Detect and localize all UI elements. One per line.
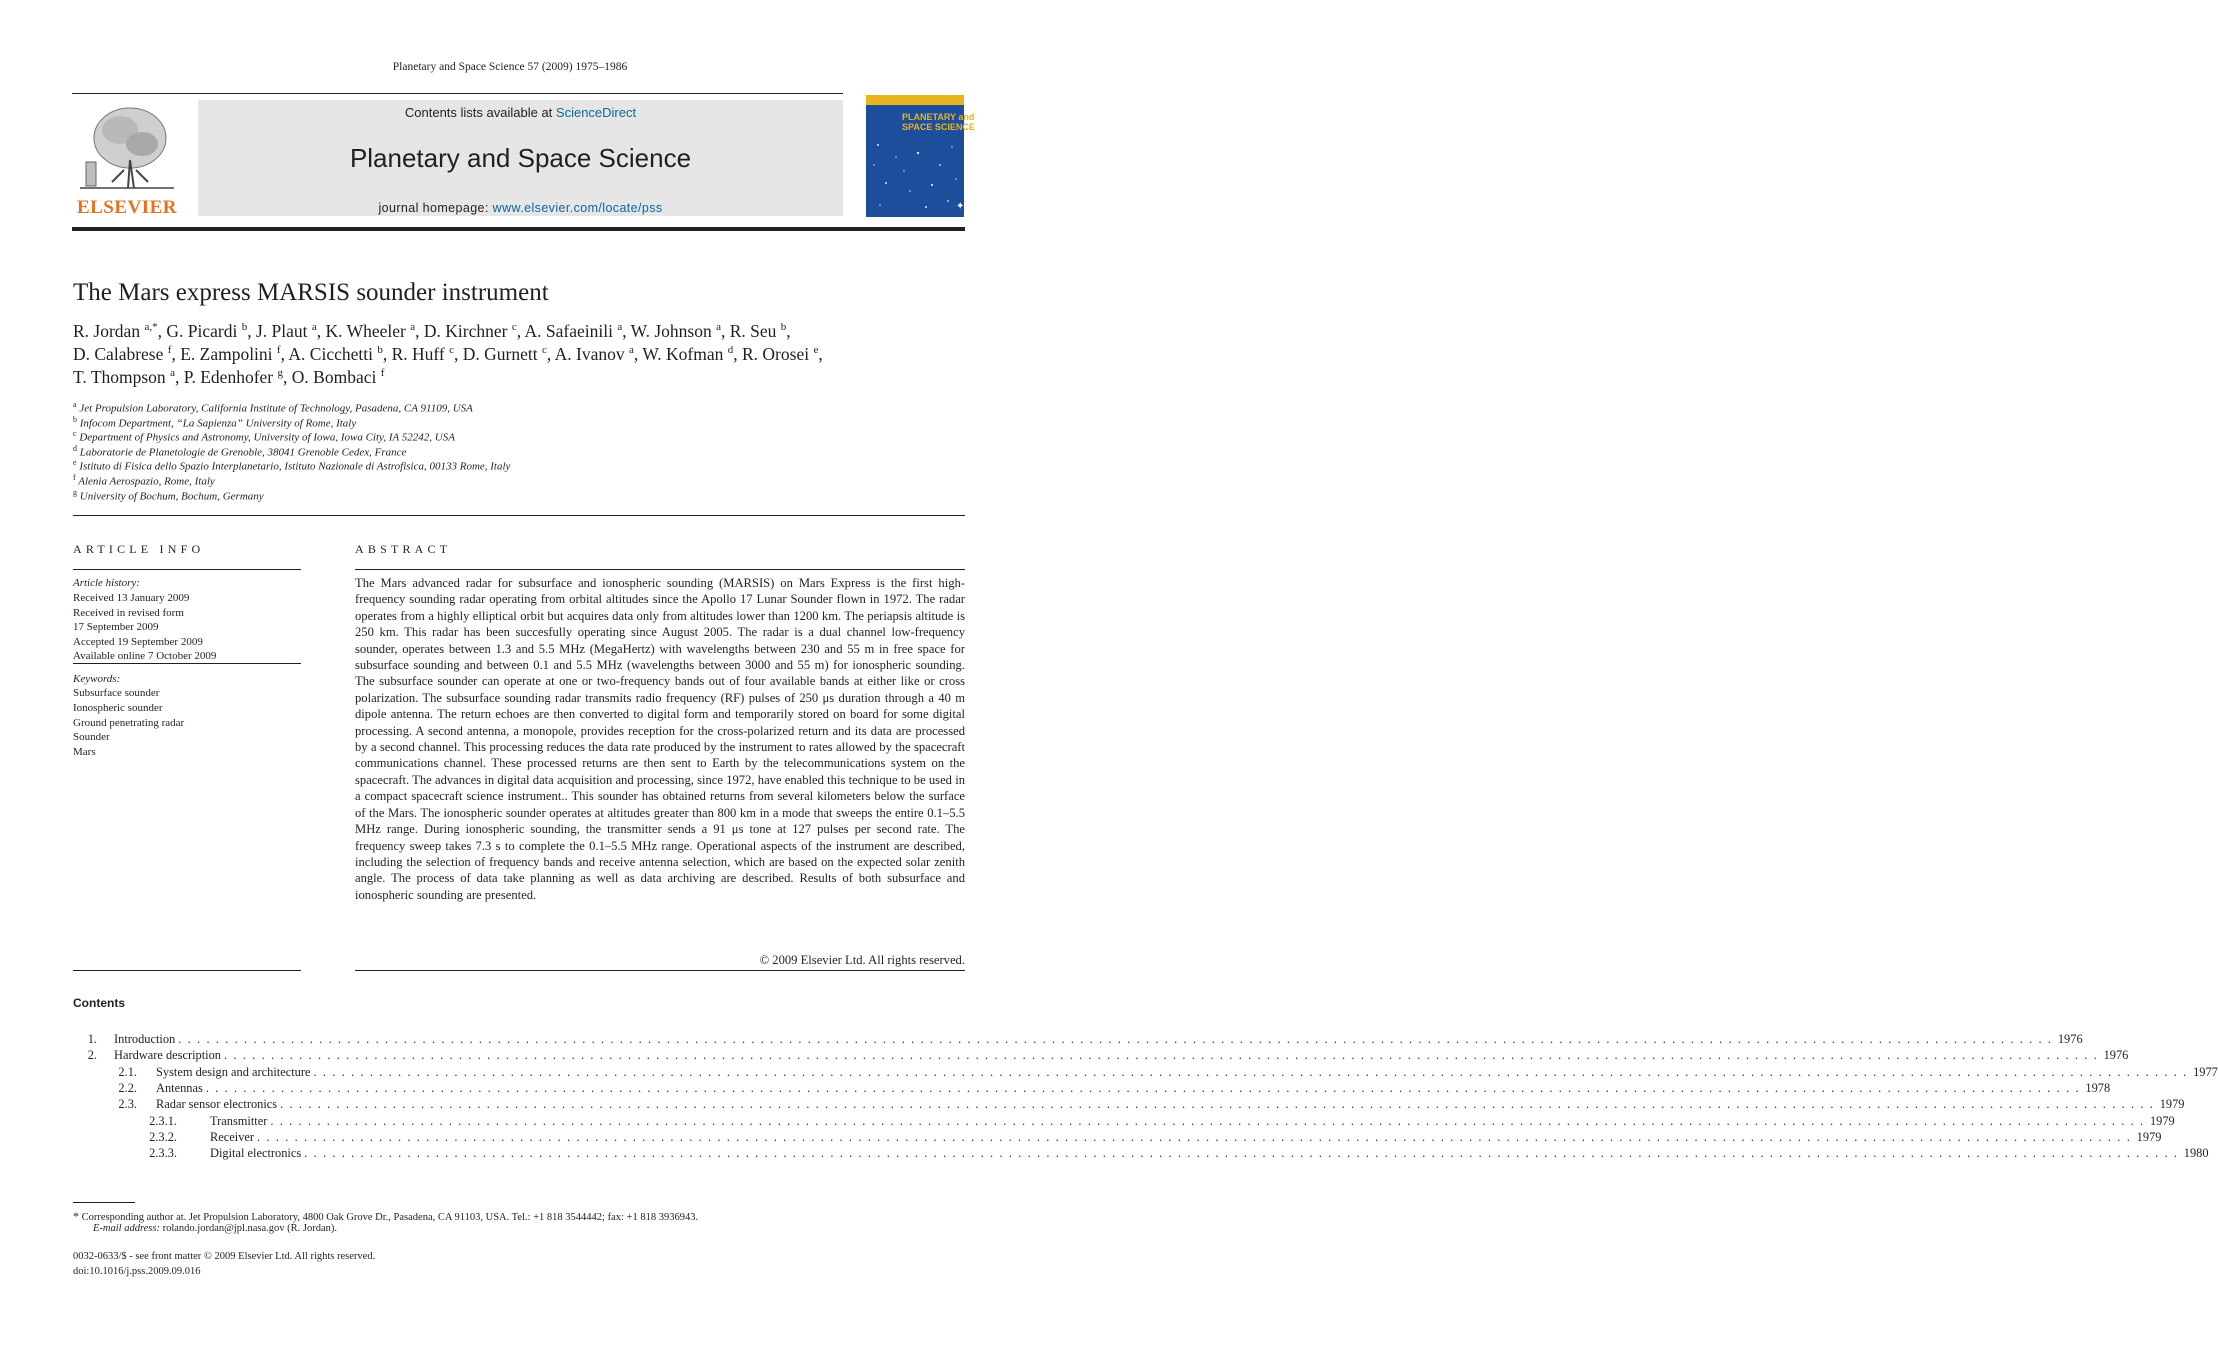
affiliation-text: Jet Propulsion Laboratory, California Institute of Technology, Pasadena, CA 91109, USA — [79, 402, 473, 415]
author-name: W. Kofman — [642, 344, 724, 364]
toc-dot-leader: . . . . . . . . . . . . . . . . . . . . . . . . . . . . . . . . . . . . . . . . . . . . . . . . . . . . . . . . . . . . . . . . . . . . . . . . . . . . . . . . . . . . . . . . . . . . . . . . . . . . . . . . . . . . . . . . . . . . . . . . . . . . . . . . . . . . . . . . . . . . . . . . . . . . . . . . . . . . . . . . . . . . . . . . . . . . . . . . . . . . . . . . . . . . . . . . . . . . . . . . — [270, 1113, 2145, 1128]
author-name: A. Safaeinili — [524, 321, 613, 341]
author-affiliation-mark: c — [449, 344, 454, 357]
author-affiliation-mark: c — [511, 321, 517, 334]
toc-entry-page: 1979 — [2149, 1113, 2175, 1128]
author-line-1: R. Jordan $^{a,*}$, G. Picardi $^b$, J. Plaut $^a$, K. Wheeler $^a$, D. Kirchner $^c$, A. Safaeinili $^a$, W. Johnson $^a$, R. Seu $^b$, — [73, 321, 791, 341]
history-item: Received in revised form — [73, 606, 184, 619]
email-footnote — [93, 1223, 337, 1234]
author-name: K. Wheeler — [325, 321, 406, 341]
history-item: Received 13 January 2009 — [73, 592, 190, 604]
history-item: Accepted 19 September 2009 — [73, 635, 203, 648]
toc-entry[interactable] — [73, 1064, 2218, 1081]
toc-entry-page: 1976 — [2103, 1048, 2129, 1063]
affiliation — [73, 488, 264, 503]
toc-entry-title: System design and architecture — [156, 1064, 311, 1079]
toc-entry-page: 1976 — [2057, 1032, 2083, 1046]
abstract-top-rule — [355, 569, 965, 570]
author-name: R. Huff — [391, 344, 445, 364]
author-name: J. Plaut — [255, 321, 308, 341]
toc-entry-number: 2.3.3. — [149, 1146, 177, 1161]
affiliation-text: Department of Physics and Astronomy, University of Iowa, Iowa City, IA 52242, USA — [79, 431, 455, 444]
author-affiliation-mark: a,* — [144, 321, 158, 334]
author-name: W. Johnson — [630, 321, 712, 341]
footnote-asterisk: * — [73, 1209, 79, 1223]
affiliation-text: Laboratorie de Planetologie de Grenoble, 38041 Grenoble Cedex, France — [79, 446, 407, 459]
cover-title-line-1: PLANETARY and — [902, 112, 975, 122]
author-name: O. Bombaci — [291, 367, 377, 387]
article-info-bottom-rule — [73, 970, 301, 971]
affiliation-text: University of Bochum, Bochum, Germany — [79, 490, 264, 503]
author-affiliation-mark: a — [170, 367, 175, 380]
footnote-rule — [73, 1202, 135, 1203]
toc-entry[interactable] — [73, 1048, 2129, 1064]
toc-entry-number: 2.1. — [118, 1064, 137, 1079]
history-item: 17 September 2009 — [73, 621, 159, 634]
author-name: T. Thompson — [73, 367, 166, 387]
running-head: Planetary and Space Science 57 (2009) 1975–1986 — [392, 61, 628, 73]
history-item: Available online 7 October 2009 — [73, 650, 217, 663]
toc-entry-page: 1979 — [2159, 1097, 2185, 1112]
author-name: R. Orosei — [742, 344, 810, 364]
article-history-rule — [73, 663, 301, 664]
affiliation — [73, 444, 406, 459]
affiliation-text: Istituto di Fisica dello Spazio Interplanetario, Istituto Nazionale di Astrofisica, 00133 Rome, Italy — [79, 461, 511, 474]
toc-entry-number: 2.2. — [118, 1080, 137, 1095]
abstract-heading: ABSTRACT — [355, 542, 452, 556]
toc-entry-number: 2.3.1. — [149, 1113, 177, 1128]
affiliation — [73, 400, 473, 415]
abstract-body: The Mars advanced radar for subsurface and ionospheric sounding (MARSIS) on Mars Express is the first high-frequency sounding radar operating from orbital altitudes since the Apollo 17 Lunar Sounder flown in 1972. The radar operates from a highly elliptical orbit but acquires data only from altitudes lower than 1200 km. The periapsis altitude is 250 km. This radar has been succesfully operating since August 2005. The radar is a dual channel low-frequency sounder, operates between 1.3 and 5.5 MHz (MegaHertz) with wavelengths between 230 and 55 m in free space for subsurface sounding and between 0.1 and 5.5 MHz (wavelengths between 3000 and 55 m) for ionospheric sounding. The subsurface sounder can operate at one or two-frequency bands out of four available bands at either like or cross polarization. The subsurface sounding radar transmits radio frequency (RF) pulses of 250 μs duration through a 40 m dipole antenna. The return echoes are then converted to digital form and temporarily stored on board for some digital processing. A second antenna, a monopole, provides reception for the cross-polarized return and its data are processed by a second channel. This processing reduces the data rate produced by the instrument to rates allowed by the spacecraft communications channel. These processed returns are then sent to Earth by the telecommunications system on the spacecraft. The advances in digital data acquisition and processing, since 1972, have enabled this technique to be used in a compact spacecraft science instrument.. This sounder has obtained returns from several kilometers below the surface of the Mars. The ionospheric sounder operates at altitudes greater than 800 km in a mode that sweeps the entire 0.1–5.5 MHz range. During ionospheric sounding, the transmitter sends a 91 μs tone at 127 pulses per second rate. The frequency sweep takes 7.3 s to complete the 0.1–5.5 MHz range. Operational aspects of the instrument are described, including the selection of frequency bands and receive antenna selection, which are based on the expected solar zenith angle. The process of data take planning as well as data archiving are described. Results of both subsurface and ionospheric sounding are presented. — [355, 576, 965, 902]
header-separator-rule — [73, 515, 965, 516]
toc-entry-title: Introduction — [114, 1032, 176, 1046]
author-affiliation-mark: f — [380, 367, 385, 380]
keywords-label: Keywords: — [73, 673, 121, 685]
author-name: D. Calabrese — [73, 344, 164, 364]
author-name: E. Zampolini — [180, 344, 273, 364]
toc-entry[interactable] — [73, 1146, 2209, 1162]
corresponding-author-footnote — [73, 1209, 698, 1224]
journal-title: Planetary and Space Science — [349, 143, 692, 173]
affiliation-mark: d — [73, 443, 77, 453]
keyword-item: Ground penetrating radar — [73, 716, 185, 729]
affiliation-text: Alenia Aerospazio, Rome, Italy — [78, 475, 215, 488]
affiliation-text: Infocom Department, “La Sapienza” University of Rome, Italy — [79, 417, 357, 430]
masthead-bottom-rule — [72, 227, 965, 231]
toc-dot-leader: . . . . . . . . . . . . . . . . . . . . . . . . . . . . . . . . . . . . . . . . . . . . . . . . . . . . . . . . . . . . . . . . . . . . . . . . . . . . . . . . . . . . . . . . . . . . . . . . . . . . . . . . . . . . . . . . . . . . . . . . . . . . . . . . . . . . . . . . . . . . . . . . . . . . . . . . . . . . . . . . . . . . . . . . . . . . . . . . . . . . . . . . . . . . . . . . . . . . . . . . — [304, 1146, 2179, 1161]
toc-entry-page: 1980 — [2183, 1146, 2209, 1161]
keyword-item: Subsurface sounder — [73, 687, 160, 699]
author-line-2: D. Calabrese $^f$, E. Zampolini $^f$, A. Cicchetti $^b$, R. Huff $^c$, D. Gurnett $^c$, A. Ivanov $^a$, W. Kofman $^d$, R. Orosei $^e$, — [73, 344, 823, 364]
abstract-copyright: © 2009 Elsevier Ltd. All rights reserved. — [759, 953, 965, 967]
keyword-item: Mars — [73, 746, 96, 759]
contents-heading: Contents — [73, 996, 125, 1010]
author-name: R. Jordan — [73, 321, 141, 341]
author-line-3: T. Thompson $^a$, P. Edenhofer $^g$, O. Bombaci $^f$ — [73, 367, 385, 387]
toc-entry-title: Hardware description — [114, 1048, 221, 1063]
toc-dot-leader: . . . . . . . . . . . . . . . . . . . . . . . . . . . . . . . . . . . . . . . . . . . . . . . . . . . . . . . . . . . . . . . . . . . . . . . . . . . . . . . . . . . . . . . . . . . . . . . . . . . . . . . . . . . . . . . . . . . . . . . . . . . . . . . . . . . . . . . . . . . . . . . . . . . . . . . . . . . . . . . . . . . . . . . . . . . . . . . . . . . . . . . . . . . . . . . . . . . . . . . . — [280, 1097, 2155, 1112]
toc-dot-leader: . . . . . . . . . . . . . . . . . . . . . . . . . . . . . . . . . . . . . . . . . . . . . . . . . . . . . . . . . . . . . . . . . . . . . . . . . . . . . . . . . . . . . . . . . . . . . . . . . . . . . . . . . . . . . . . . . . . . . . . . . . . . . . . . . . . . . . . . . . . . . . . . . . . . . . . . . . . . . . . . . . . . . . . . . . . . . . . . . . . . . . . . . . . . . . . . . . . . . . . . — [224, 1048, 2099, 1063]
cover-title-line-2: SPACE SCIENCE — [902, 122, 975, 132]
toc-dot-leader: . . . . . . . . . . . . . . . . . . . . . . . . . . . . . . . . . . . . . . . . . . . . . . . . . . . . . . . . . . . . . . . . . . . . . . . . . . . . . . . . . . . . . . . . . . . . . . . . . . . . . . . . . . . . . . . . . . . . . . . . . . . . . . . . . . . . . . . . . . . . . . . . . . . . . . . . . . . . . . . . . . . . . . . . . . . . . . . . . . . . . . . . . . . . . . . . . . . . . . . . — [313, 1064, 2188, 1079]
corresponding-author-text: Corresponding author at. Jet Propulsion Laboratory, 4800 Oak Grove Dr., Pasadena, CA 91103, USA. Tel.: +1 818 3544442; fax: +1 818 3936943. — [81, 1212, 699, 1223]
toc-entry-page: 1979 — [2136, 1129, 2162, 1144]
author-name: D. Kirchner — [423, 321, 508, 341]
author-affiliation-mark: d — [727, 344, 734, 357]
article-title: The Mars express MARSIS sounder instrument — [73, 279, 549, 306]
toc-entry-title: Radar sensor electronics — [156, 1097, 278, 1112]
issn-line: 0032-0633/$ - see front matter © 2009 Elsevier Ltd. All rights reserved. — [73, 1251, 376, 1262]
toc-dot-leader: . . . . . . . . . . . . . . . . . . . . . . . . . . . . . . . . . . . . . . . . . . . . . . . . . . . . . . . . . . . . . . . . . . . . . . . . . . . . . . . . . . . . . . . . . . . . . . . . . . . . . . . . . . . . . . . . . . . . . . . . . . . . . . . . . . . . . . . . . . . . . . . . . . . . . . . . . . . . . . . . . . . . . . . . . . . . . . . . . . . . . . . . . . . . . . . . . . . . . . . . — [257, 1129, 2132, 1144]
toc-entry-title: Transmitter — [210, 1113, 268, 1128]
affiliation-mark: f — [73, 473, 76, 482]
author-affiliation-mark: c — [541, 344, 547, 357]
author-name: G. Picardi — [166, 321, 238, 341]
author-affiliation-mark: e — [813, 344, 819, 357]
affiliation — [73, 429, 455, 444]
email-label: E-mail address: — [93, 1223, 160, 1234]
toc-dot-leader: . . . . . . . . . . . . . . . . . . . . . . . . . . . . . . . . . . . . . . . . . . . . . . . . . . . . . . . . . . . . . . . . . . . . . . . . . . . . . . . . . . . . . . . . . . . . . . . . . . . . . . . . . . . . . . . . . . . . . . . . . . . . . . . . . . . . . . . . . . . . . . . . . . . . . . . . . . . . . . . . . . . . . . . . . . . . . . . . . . . . . . . . . . . . . . . . . . . . . . . . — [205, 1080, 2081, 1095]
affiliation — [73, 458, 510, 473]
toc-entry-page: 1978 — [2085, 1080, 2111, 1095]
homepage-link[interactable]: www.elsevier.com/locate/pss — [492, 201, 663, 215]
journal-homepage-line — [198, 201, 843, 215]
toc-entry-title: Receiver — [210, 1129, 255, 1144]
affiliation-mark: c — [73, 429, 77, 439]
article-history-label: Article history: — [73, 577, 140, 589]
toc-entry[interactable] — [73, 1113, 2175, 1130]
affiliation-mark: g — [73, 487, 77, 497]
article-info-top-rule — [73, 569, 301, 570]
doi-line[interactable]: doi:10.1016/j.pss.2009.09.016 — [73, 1266, 201, 1277]
sciencedirect-link[interactable]: ScienceDirect — [555, 105, 637, 120]
toc-entry[interactable] — [73, 1097, 2185, 1113]
contents-prefix: Contents lists available at — [404, 105, 556, 120]
affiliation — [73, 415, 356, 430]
author-name: R. Seu — [729, 321, 777, 341]
toc-entry-number: 1. — [87, 1032, 97, 1046]
masthead-top-rule — [72, 93, 843, 94]
abstract-bottom-rule — [355, 970, 965, 971]
author-affiliation-mark: f — [276, 344, 281, 357]
keyword-item: Sounder — [73, 731, 110, 744]
affiliation-mark: a — [73, 400, 77, 409]
homepage-prefix: journal homepage: — [378, 201, 493, 215]
author-name: A. Cicchetti — [288, 344, 373, 364]
affiliation-mark: e — [73, 458, 77, 468]
contents-available-line — [198, 105, 843, 120]
elsevier-logo-text: ELSEVIER — [76, 197, 178, 218]
toc-entry-title: Antennas — [156, 1080, 203, 1095]
author-affiliation-mark: b — [241, 321, 248, 334]
author-name: D. Gurnett — [462, 344, 538, 364]
affiliation-mark: b — [73, 414, 77, 424]
toc-entry-number: 2. — [87, 1048, 97, 1063]
author-affiliation-mark: f — [167, 344, 172, 357]
journal-cover-image — [866, 95, 975, 217]
email-address[interactable]: rolando.jordan@jpl.nasa.gov (R. Jordan). — [159, 1223, 338, 1234]
author-name: P. Edenhofer — [183, 367, 274, 387]
author-affiliation-mark: a — [617, 321, 623, 334]
toc-entry-number: 2.3. — [118, 1097, 137, 1112]
author-affiliation-mark: a — [629, 344, 634, 357]
author-affiliation-mark: b — [780, 321, 787, 334]
toc-entry[interactable] — [73, 1080, 2111, 1097]
author-affiliation-mark: b — [377, 344, 383, 357]
toc-dot-leader: . . . . . . . . . . . . . . . . . . . . . . . . . . . . . . . . . . . . . . . . . . . . . . . . . . . . . . . . . . . . . . . . . . . . . . . . . . . . . . . . . . . . . . . . . . . . . . . . . . . . . . . . . . . . . . . . . . . . . . . . . . . . . . . . . . . . . . . . . . . . . . . . . . . . . . . . . . . . . . . . . . . . . . . . . . . . . . . . . . . . . . . . . . . . . . . . . . . . . . . . — [178, 1032, 2053, 1046]
author-affiliation-mark: g — [277, 367, 284, 380]
keyword-item: Ionospheric sounder — [73, 701, 163, 714]
toc-entry-number: 2.3.2. — [149, 1129, 177, 1144]
author-affiliation-mark: a — [716, 321, 721, 334]
toc-entry[interactable] — [73, 1129, 2162, 1146]
toc-entry[interactable] — [73, 1032, 2083, 1048]
toc-entry-page: 1977 — [2193, 1064, 2218, 1079]
article-info-heading: ARTICLE INFO — [73, 542, 205, 556]
author-affiliation-mark: a — [410, 321, 416, 334]
author-name: A. Ivanov — [554, 344, 625, 364]
toc-entry-title: Digital electronics — [210, 1146, 302, 1161]
author-affiliation-mark: a — [311, 321, 317, 334]
svg-text:✦: ✦ — [956, 201, 965, 212]
affiliation — [73, 473, 215, 488]
